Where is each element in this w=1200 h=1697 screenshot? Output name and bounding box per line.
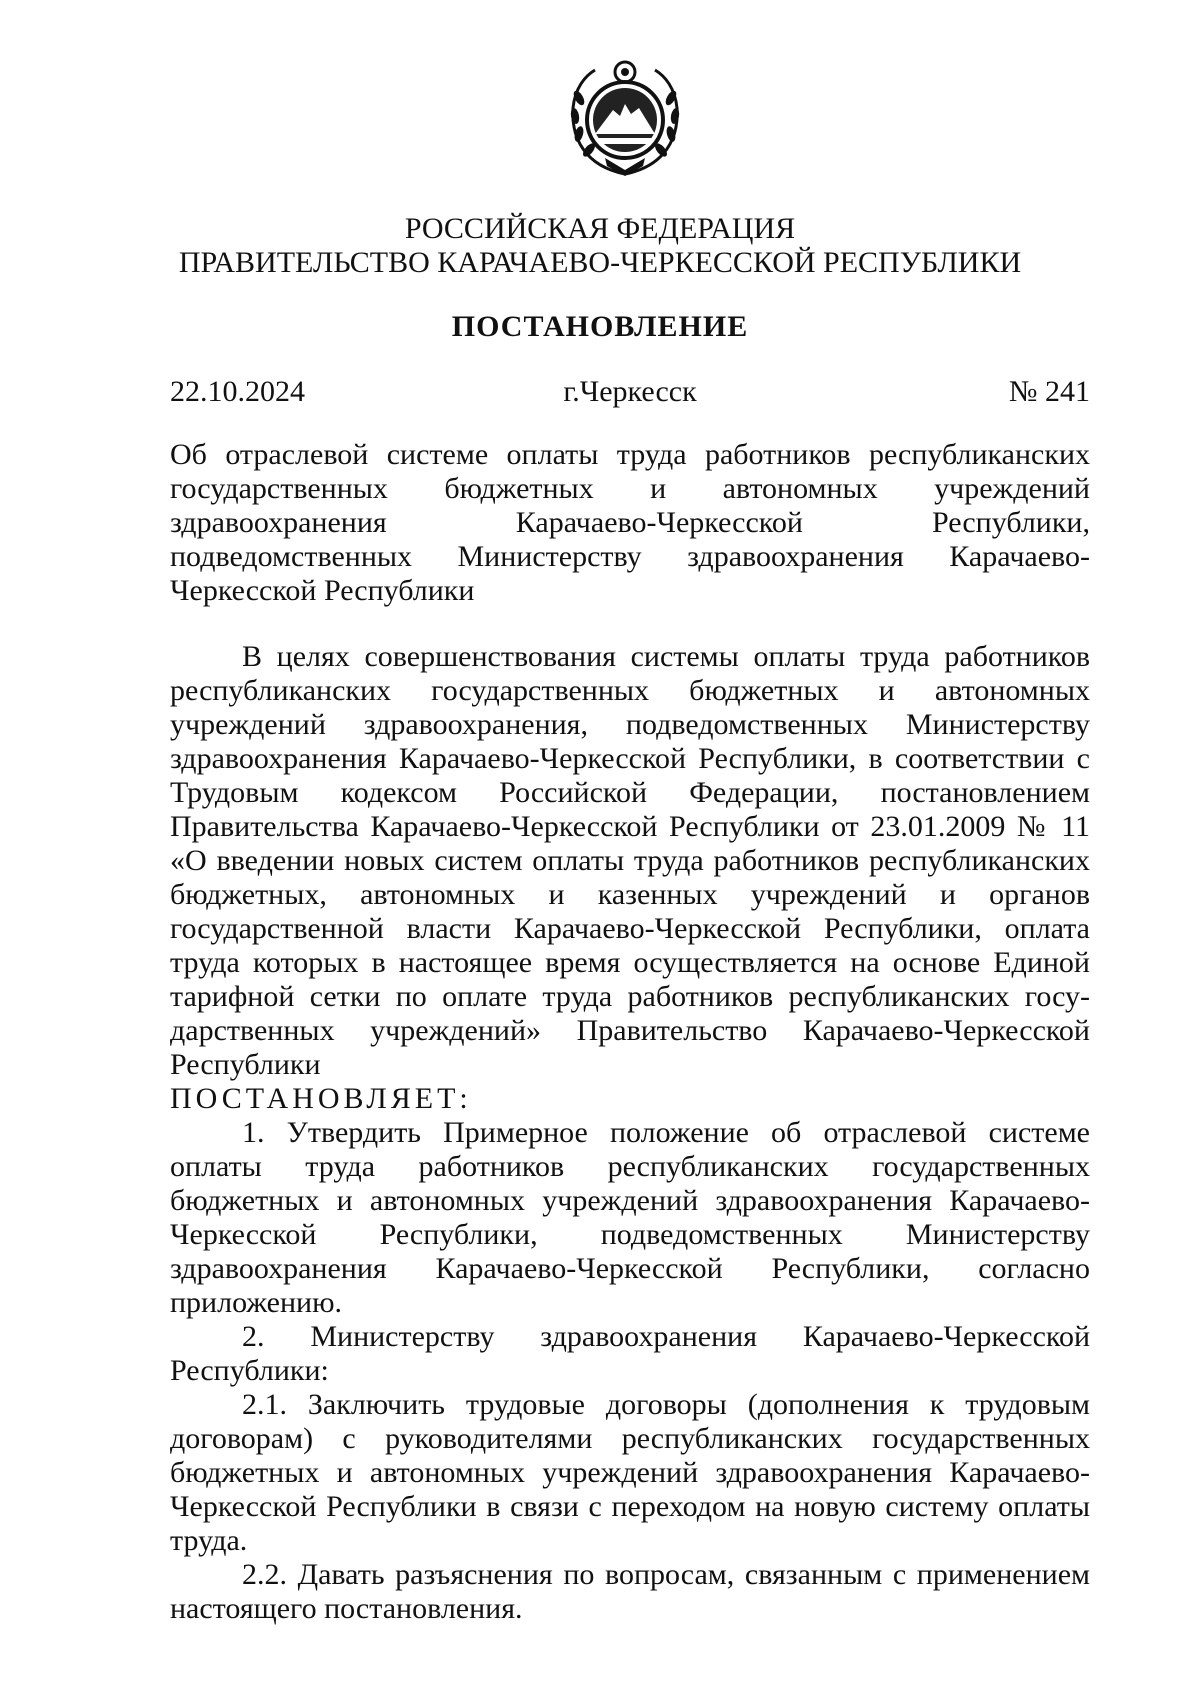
coat-of-arms-icon [565,58,685,182]
document-date: 22.10.2024 [170,375,305,408]
document-number: № 241 [1008,375,1090,408]
preamble-paragraph: В целях совершенствования системы оплаты труда работников республиканских государственных бюджетных и автономных учреждений здравоохранения, подведомственных Министерству здравоохранения Карачаево-Черкесской Республики, в соответствии с Трудовым кодексом Российской Федерации, постановлением Правительства Карачаево-Черкесской Республики от 23.01.2009 № 11 «О введении новых систем оплаты труда работников республиканских бюджетных, автономных и казенных учреждений и органов государственной власти Карачаево-Черкесской Республики, оплата труда которых в настоящее время осуществляется на основе Единой тарифной сетки по оплате труда работников республиканских государственных учреждений» Правительство Карачаево-Черкесской Республики [170,640,1090,1081]
document-body [170,640,1090,1626]
document-meta [170,375,1090,411]
item-paragraph: 2. Министерству здравоохранения Карачаево-Черкесской Республики: [170,1320,1090,1387]
document-title: Об отраслевой системе оплаты труда работников республиканских государственных бюджетных и автономных учреждений здравоохранения Карачаево-Черкесской Республики, подведомственных Министерству здравоохранения Карачаево-Черкесской Республики [170,438,1090,607]
document-city: г.Черкесск [563,375,697,408]
resolves-heading: ПОСТАНОВЛЯЕТ: [170,1082,472,1115]
country-heading: РОССИЙСКАЯ ФЕДЕРАЦИЯ [404,212,796,245]
item-paragraph: 2.2. Давать разъяснения по вопросам, связанным с применением настоящего постановления. [170,1558,1090,1625]
document-type-heading: ПОСТАНОВЛЕНИЕ [451,310,749,343]
item-paragraph: 2.1. Заключить трудовые договоры (дополнения к трудовым договорам) с руководителями республиканских государственных бюджетных и автономных учреждений здравоохранения Карачаево-Черкесской Республики в связи с переходом на новую систему оплаты труда. [170,1388,1090,1557]
government-heading: ПРАВИТЕЛЬСТВО КАРАЧАЕВО-ЧЕРКЕССКОЙ РЕСПУБЛИКИ [178,246,1022,279]
item-paragraph: 1. Утвердить Примерное положение об отраслевой системе оплаты труда работников республиканских государственных бюджетных и автономных учреждений здравоохранения Карачаево-Черкесской Республики, подведомственных Министерству здравоохранения Карачаево-Черкесской Республики, согласно приложению. [170,1116,1090,1319]
